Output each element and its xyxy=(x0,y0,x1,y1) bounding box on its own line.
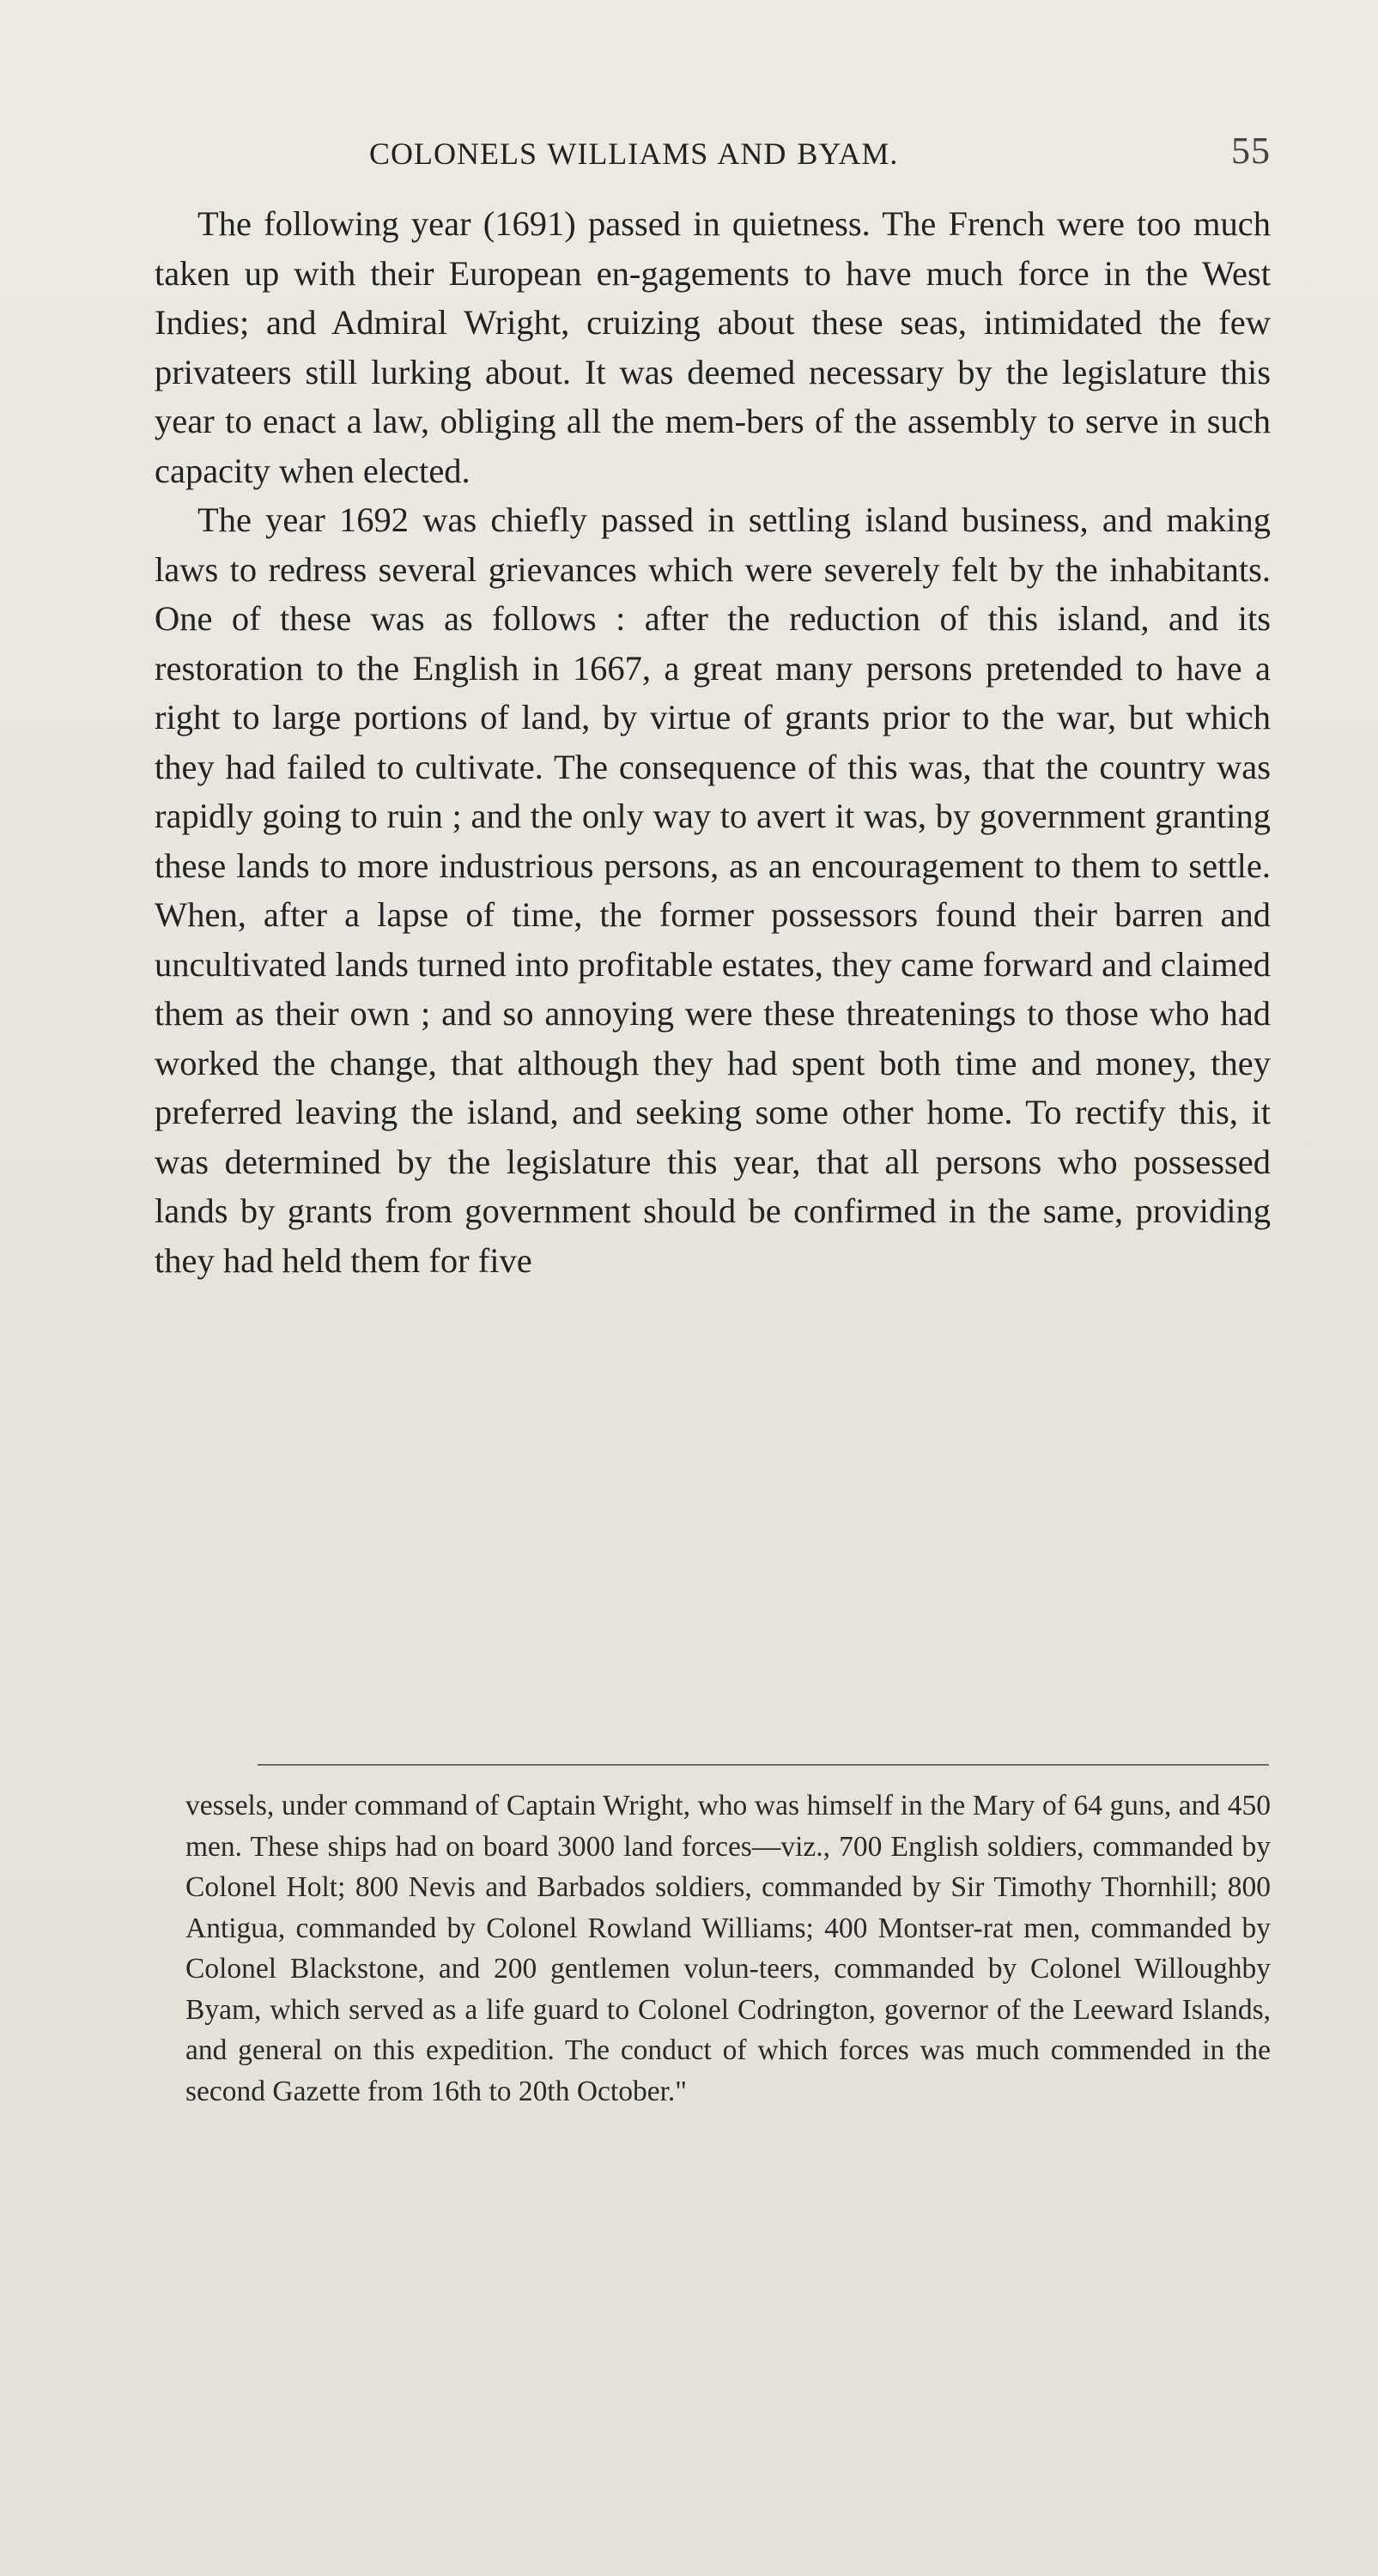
running-header xyxy=(155,129,1271,180)
paragraph: The following year (1691) passed in quietness. The French were too much taken up with their European en-gagements to have much force in the West Indies; and Admiral Wright, cruizing about these seas, intimidated the few privateers still lurking about. It was deemed necessary by the legislature this year to enact a law, obliging all the mem-bers of the assembly to serve in such capacity when elected. xyxy=(155,204,1271,490)
page-number: 55 xyxy=(1231,130,1271,172)
paragraph: The year 1692 was chiefly passed in settling island business, and making laws to redress several grievances which were severely felt by the inhabitants. One of these was as follows : after the reduction of this island, and its restoration to the English in 1667, a great many persons pretended to have a right to large portions of land, by virtue of grants prior to the war, but which they had failed to cultivate. The consequence of this was, that the country was rapidly going to ruin ; and the only way to avert it was, by government granting these lands to more industrious persons, as an encouragement to them to settle. When, after a lapse of time, the former possessors found their barren and uncultivated lands turned into profitable estates, they came forward and claimed them as their own ; and so annoying were these threatenings to those who had worked the change, that although they had spent both time and money, they preferred leaving the island, and seeking some other home. To rectify this, it was determined by the legislature this year, that all persons who possessed lands by grants from government should be confirmed in the same, providing they had held them for five xyxy=(155,500,1271,1280)
footnote xyxy=(185,1785,1271,2112)
running-title: COLONELS WILLIAMS AND BYAM. xyxy=(369,136,899,171)
footnote-divider xyxy=(258,1764,1269,1766)
footnote-text: vessels, under command of Captain Wright, who was himself in the Mary of 64 guns, and 450 men. These ships had on board 3000 land forces—viz., 700 English soldiers, commanded by Colonel Holt; 800 Nevis and Barbados soldiers, commanded by Sir Timothy Thornhill; 800 Antigua, commanded by Colonel Rowland Williams; 400 Montser-rat men, commanded by Colonel Blackstone, and 200 gentlemen volun-teers, commanded by Colonel Willoughby Byam, which served as a life guard to Colonel Codrington, governor of the Leeward Islands, and general on this expedition. The conduct of which forces was much commended in the second Gazette from 16th to 20th October." xyxy=(185,1790,1271,2107)
main-text xyxy=(155,199,1271,1285)
